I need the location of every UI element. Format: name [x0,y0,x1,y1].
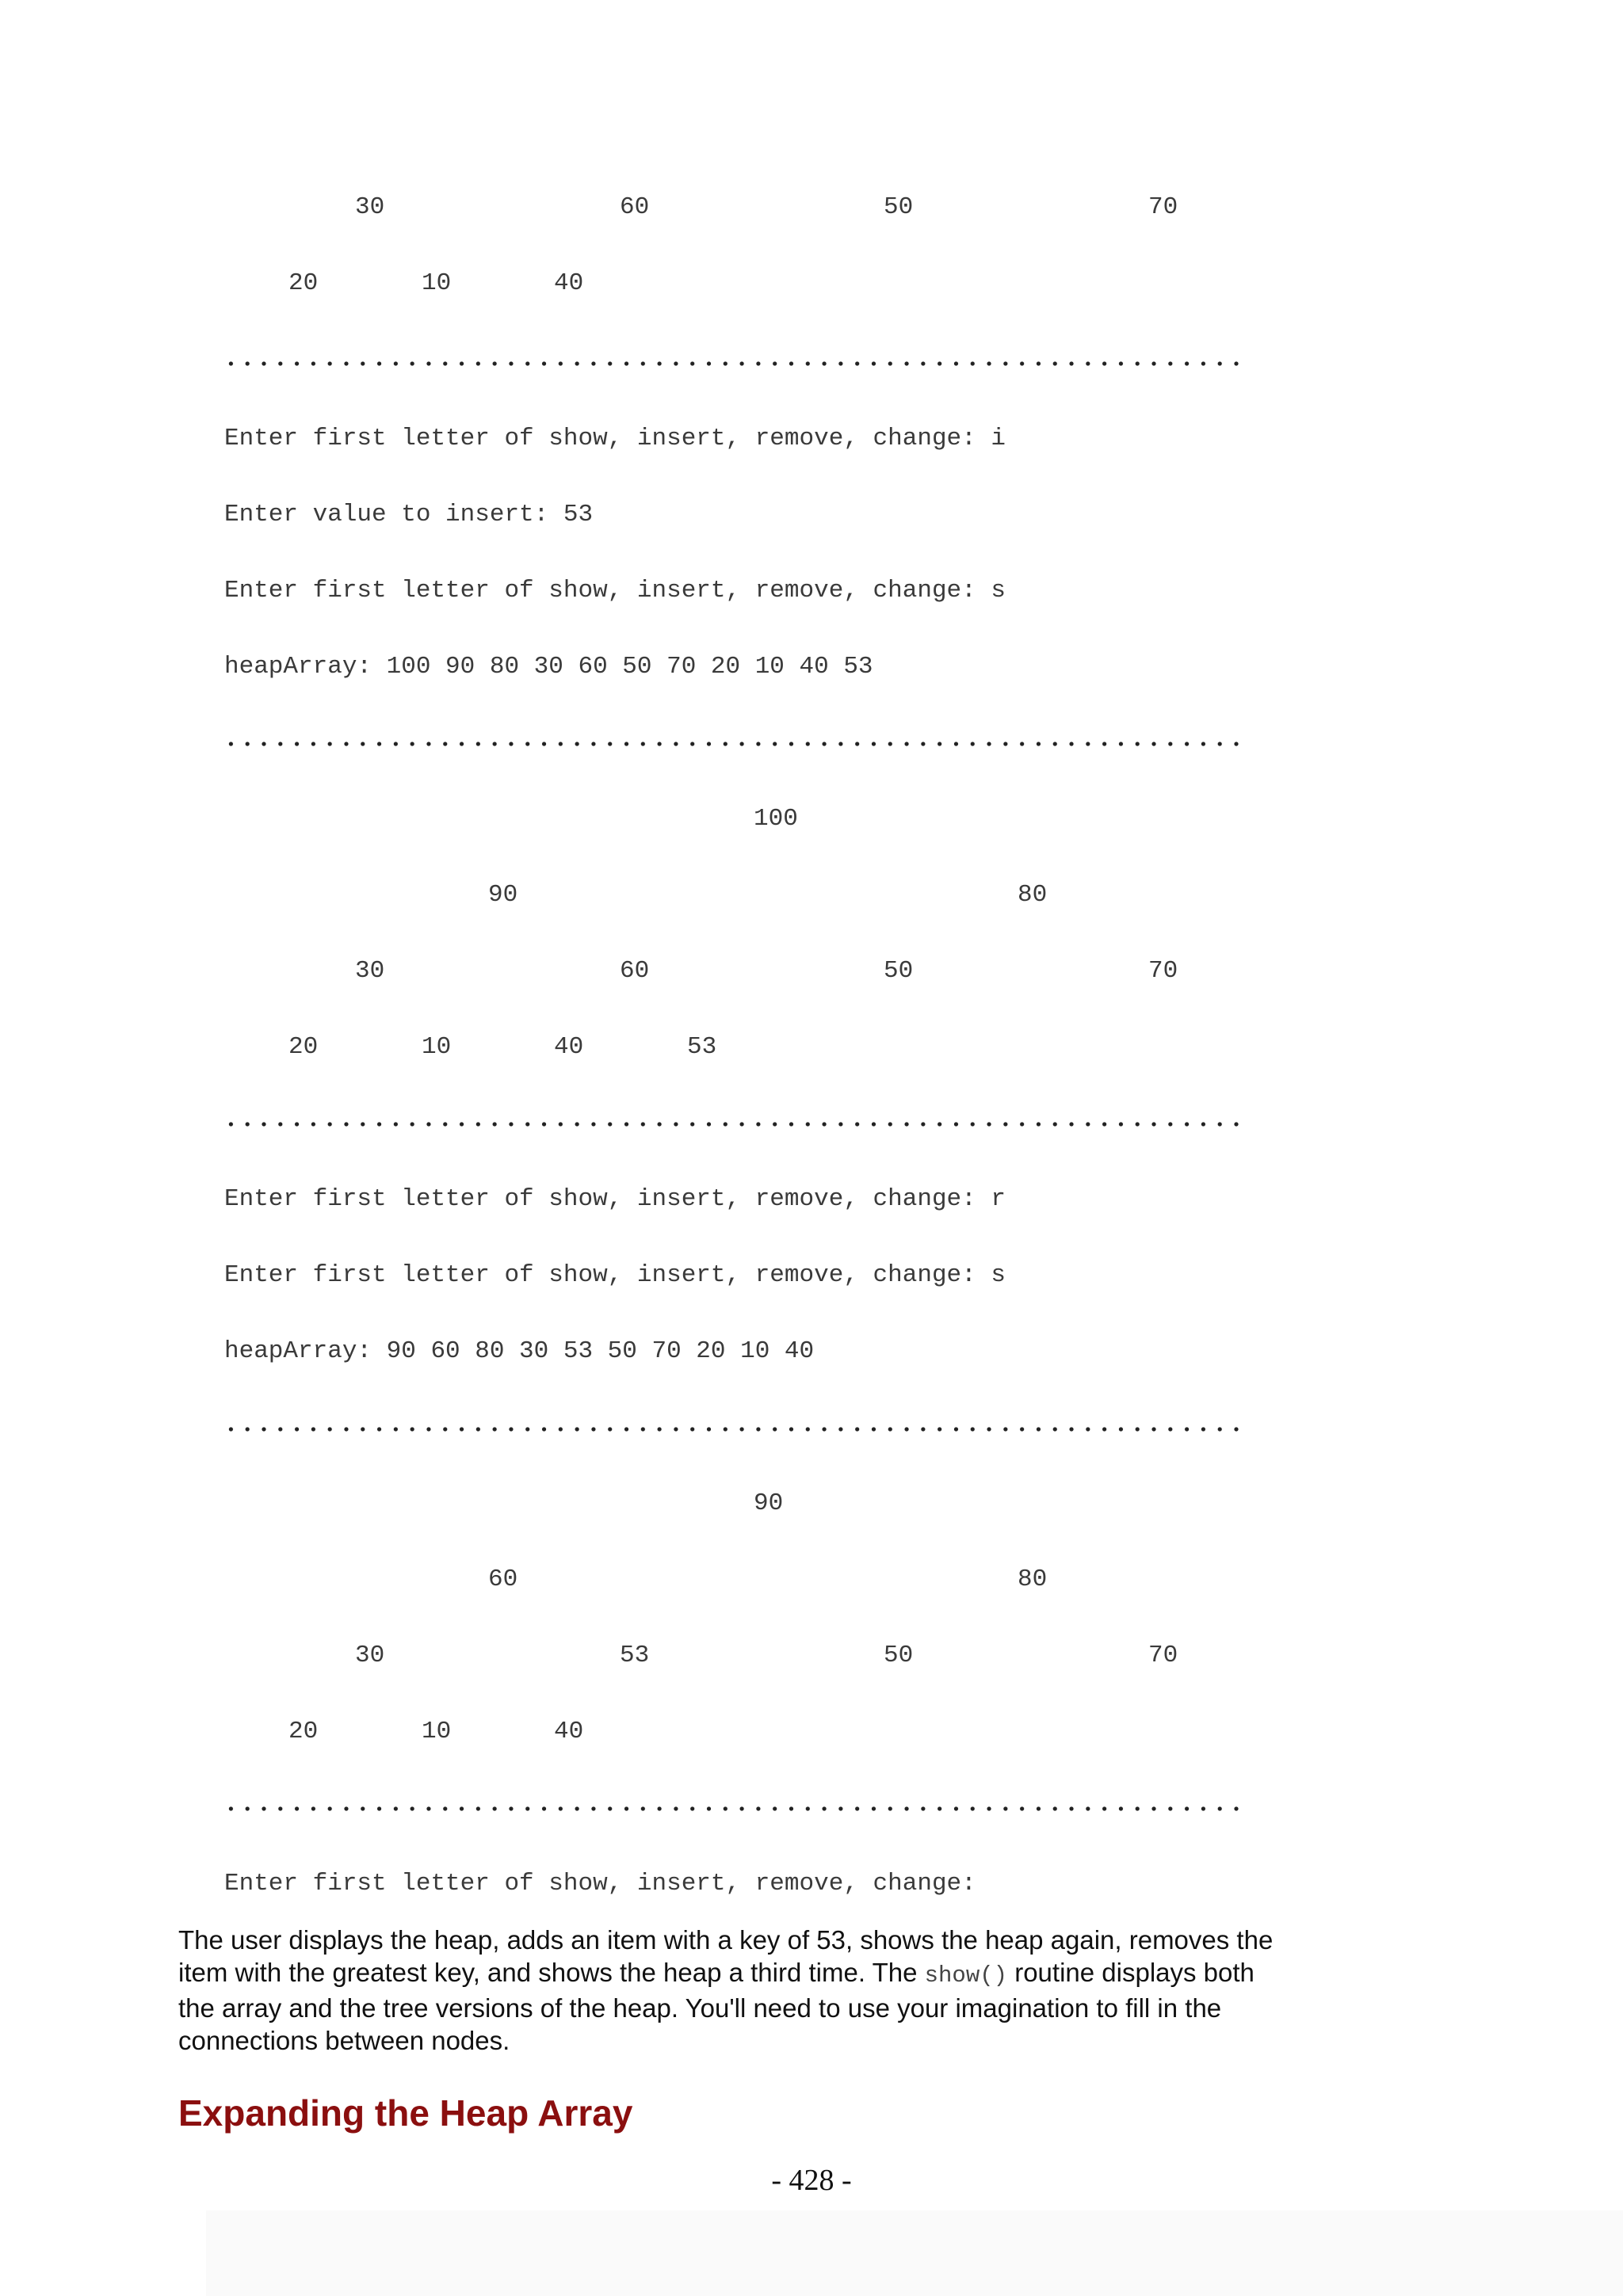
tree-node: 60 [620,193,650,221]
paragraph-text: The user displays the heap, adds an item with a key of 53, shows the heap again, removes the item with the greatest key, and shows the heap a third time. The [178,1925,1274,1987]
tree1-row4 [0,268,584,299]
console-prompt: Enter first letter of show, insert, remove, change: [224,1870,976,1897]
tree-node: 53 [687,1033,717,1061]
tree-node: 30 [355,193,385,221]
page-number: - 428 - [771,2164,852,2197]
tree-node: 53 [620,1642,650,1669]
tree2-row1 [0,803,798,835]
tree-node: 30 [355,957,385,985]
tree-node: 70 [1148,1642,1178,1669]
dotted-separator [223,1804,1245,1814]
tree-node: 70 [1148,193,1178,221]
section-heading: Expanding the Heap Array [178,2092,633,2134]
tree-node: 40 [554,269,584,297]
heap-array-output: heapArray: 90 60 80 30 53 50 70 20 10 40 [224,1337,815,1365]
tree-node: 30 [355,1642,385,1669]
console-prompt: Enter first letter of show, insert, remove, change: i [224,425,1006,452]
tree-node: 50 [884,957,914,985]
tree2-row3 [0,955,1178,987]
tree-node: 70 [1148,957,1178,985]
tree-node: 10 [422,269,452,297]
footer-band [206,2210,1623,2296]
tree-node: 50 [884,193,914,221]
tree-node: 60 [488,1566,518,1593]
tree-node: 60 [620,957,650,985]
tree-node: 40 [554,1033,584,1061]
tree3-row4 [0,1716,584,1748]
tree1-row3 [0,192,1178,223]
tree-node: 80 [1018,881,1048,909]
tree2-row4 [0,1032,717,1063]
tree-node: 50 [884,1642,914,1669]
tree-node: 80 [1018,1566,1048,1593]
tree-node: 20 [288,1033,319,1061]
tree-node: 90 [488,881,518,909]
tree-node: 20 [288,269,319,297]
dotted-separator [223,1425,1245,1434]
tree-node: 100 [754,805,798,833]
dotted-separator [223,359,1245,368]
console-prompt: Enter first letter of show, insert, remove, change: r [224,1185,1006,1213]
console-insert-prompt: Enter value to insert: 53 [224,501,594,528]
tree-node: 40 [554,1718,584,1745]
tree3-row1 [0,1488,784,1520]
tree-node: 10 [422,1033,452,1061]
tree-node: 20 [288,1718,319,1745]
inline-code: show() [924,1962,1008,1989]
heap-array-output: heapArray: 100 90 80 30 60 50 70 20 10 40 53 [224,653,873,681]
console-prompt: Enter first letter of show, insert, remove, change: s [224,1261,1006,1289]
paragraph-text: routine displays both the array and the tree versions of the heap. You'll need to use your imagination to fill in the connections between nodes. [178,1958,1254,2055]
tree3-row2 [0,1564,1048,1596]
console-prompt: Enter first letter of show, insert, remove, change: s [224,577,1006,605]
tree3-row3 [0,1640,1178,1672]
tree2-row2 [0,879,1048,911]
body-paragraph [178,1924,1288,2057]
dotted-separator [223,1119,1245,1129]
dotted-separator [223,739,1245,749]
tree-node: 90 [754,1489,784,1517]
tree-node: 10 [422,1718,452,1745]
